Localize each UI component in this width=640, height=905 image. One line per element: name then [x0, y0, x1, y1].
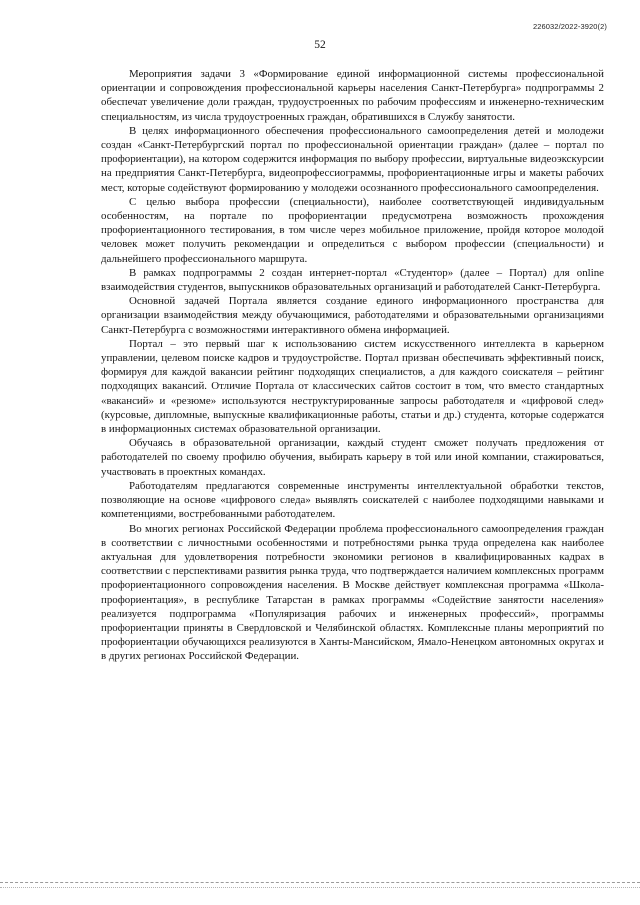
paragraph: Обучаясь в образовательной организации, каждый студент сможет получать предложения от работодателей по своему профилю обучения, выбирать карьеру в той или иной компании, стажироваться, участвовать в проектных командах. [101, 437, 604, 478]
paragraph: Мероприятия задачи 3 «Формирование единой информационной системы профессиональной ориентации и сопровождения профессиональной карьеры населения Санкт-Петербурга» подпрограммы 2 обеспечат увеличение доли граждан, трудоустроенных по рабочим профессиям и инженерно-техническим специальностям, из числа трудоустроенных граждан, обратившихся в Службу занятости. [101, 68, 604, 123]
scan-edge-line [0, 882, 640, 883]
page-number: 52 [314, 39, 326, 51]
paragraph: Во многих регионах Российской Федерации проблема профессионального самоопределения граждан в соответствии с личностными особенностями и потребностями рынка труда определена как наиболее актуальная для удовлетворения потребности экономики регионов в квалифицированных кадрах в соответствии с перспективами развития рынка труда, что подтверждается наличием комплексных программ профориентационного сопровождения населения. В Москве действует комплексная программа «Школа-профориентация», в республике Татарстан в рамках программы «Содействие занятости населения» реализуется подпрограмма «Популяризация рабочих и инженерных профессий», программы профориентации приняты в Свердловской и Челябинской областях. Комплексные планы мероприятий по профориентации обучающихся реализуются в Ханты-Мансийском, Ямало-Ненецком автономных округах и в других регионах Российской Федерации. [101, 522, 604, 663]
paragraph: Работодателям предлагаются современные инструменты интеллектуальной обработки текстов, позволяющие на основе «цифрового следа» выявлять соискателей с наиболее подходящими навыками и компетенциями, востребованными работодателем. [101, 479, 604, 521]
paragraph: Основной задачей Портала является создание единого информационного пространства для организации взаимодействия между обучающимися, работодателями и образовательными организациями Санкт-Петербурга с возможностями интерактивного обмена информацией. [101, 295, 604, 336]
paragraph: В целях информационного обеспечения профессионального самоопределения детей и молодежи создан «Санкт-Петербургский портал по профессиональной ориентации граждан» (далее – портал по профориентации), на котором содержится информация по выбору профессии, виртуальные видеоэкскурсии на предприятия Санкт-Петербурга, видеопрофессиограммы, профориентационные игры и макеты рабочих мест, которые содействуют формированию у молодежи осознанного профессионального самоопределения. [101, 124, 604, 194]
paragraph: Портал – это первый шаг к использованию систем искусственного интеллекта в карьерном управлении, целевом поиске кадров и трудоустройстве. Портал призван обеспечивать эффективный поиск, формируя для каждой вакансии рейтинг подходящих специалистов, а для каждого соискателя – рейтинг подходящих вакансий. Отличие Портала от классических сайтов состоит в том, что вместо стандартных «вакансий» и «резюме» используются неструктурированные запросы работодателя и «цифровой след» (курсовые, дипломные, выпускные квалификационные работы, статьи и др.) студента, которые содержатся в информационных системах образовательной организации. [101, 337, 604, 436]
scan-edge-line [0, 887, 640, 888]
paragraph: С целью выбора профессии (специальности), наиболее соответствующей индивидуальным особенностям, на портале по профориентации предусмотрена возможность прохождения профориентационного тестирования, в том числе через мобильное приложение, пройдя которое молодой человек может получить рекомендации и определиться с выбором профессии (специальности) и дальнейшего профессионального маршрута. [101, 195, 604, 265]
document-body [101, 67, 604, 664]
document-number: 226032/2022-3920(2) [532, 22, 607, 31]
paragraph: В рамках подпрограммы 2 создан интернет-портал «Студентор» (далее – Портал) для online взаимодействия студентов, выпускников образовательных организаций и работодателей Санкт-Петербурга. [101, 266, 604, 294]
